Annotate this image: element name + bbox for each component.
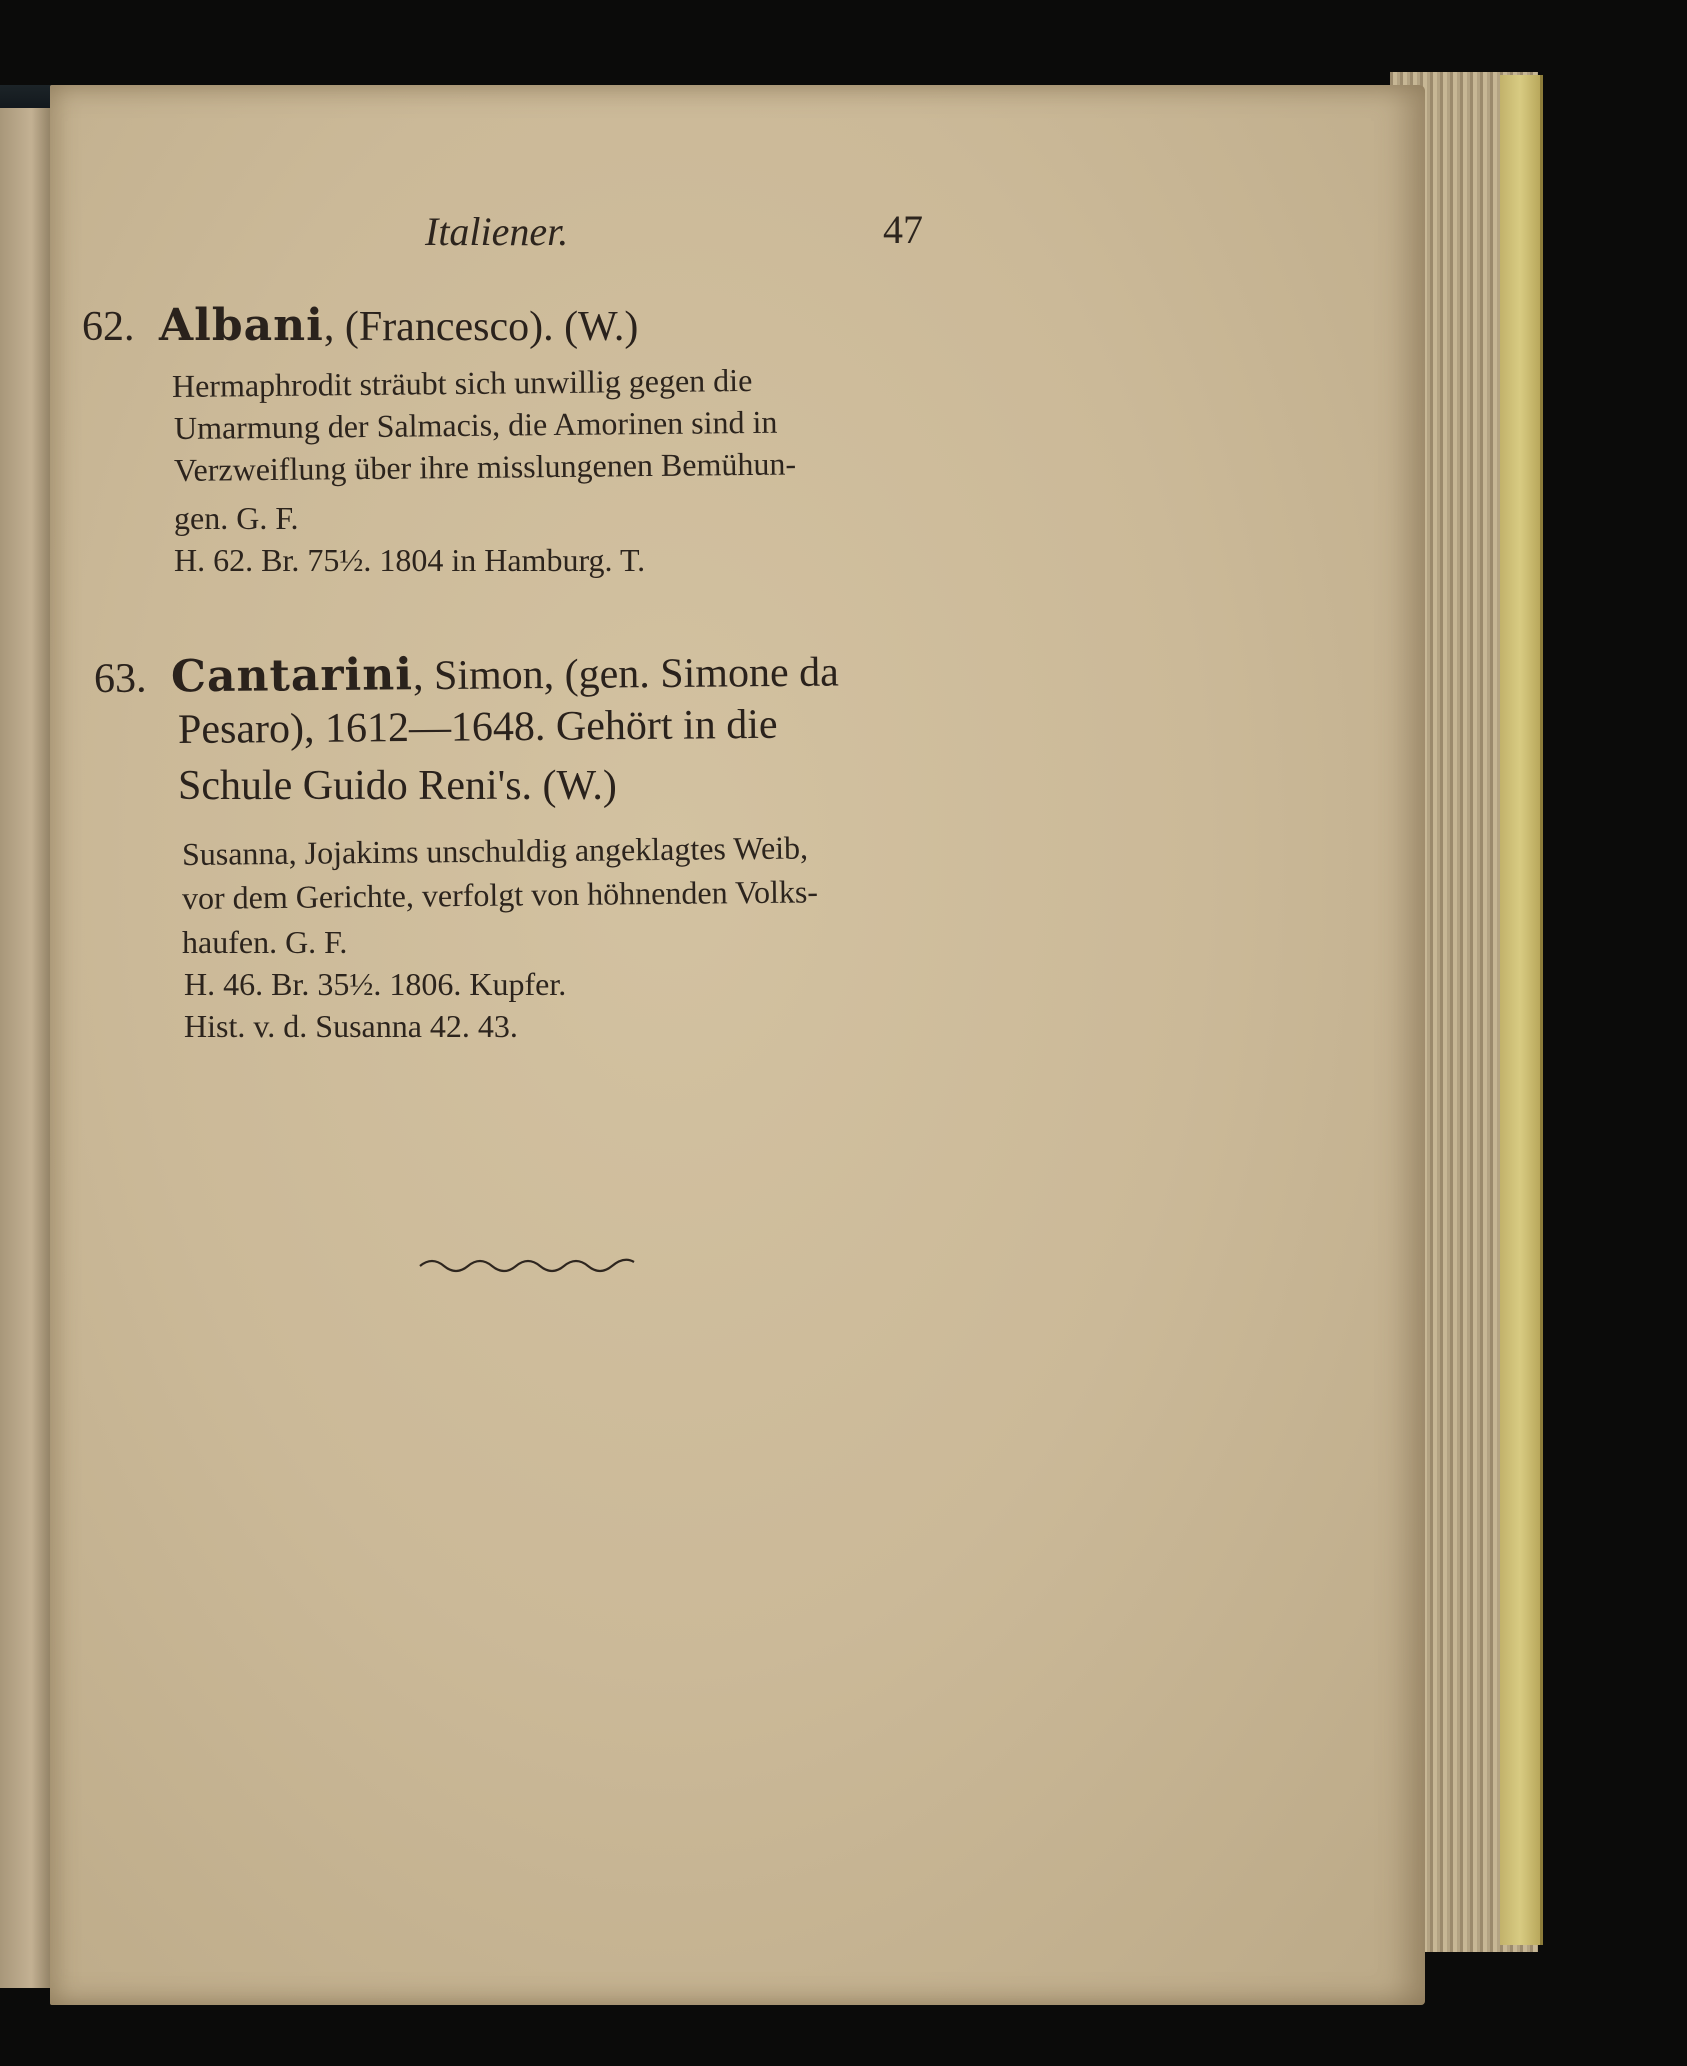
artist-name: Albani [159,300,324,351]
heading-text: , (Francesco). (W.) [323,304,639,350]
entry-62-desc-line: gen. G. F. [174,500,299,536]
entry-63-desc-line: Hist. v. d. Susanna 42. 43. [184,1008,518,1044]
entry-62-desc-line: Verzweiflung über ihre misslungenen Bemühun- [173,445,797,488]
entry-63-desc-line: haufen. G. F. [182,924,348,960]
entry-62-desc-line: Umarmung der Salmacis, die Amorinen sind in [173,403,778,446]
entry-63-desc-line: vor dem Gerichte, verfolgt von höhnenden Volks- [181,873,819,916]
left-page-edge [0,108,54,1988]
entry-62-heading [82,300,638,351]
page-number: 47 [883,207,923,252]
entry-63-heading-cont: Pesaro), 1612—1648. Gehört in die [177,701,778,753]
yellowed-page-edge [1500,75,1543,1945]
entry-63-heading [94,646,839,703]
artist-name: Cantarini [170,649,414,703]
running-title: Italiener. [425,209,569,254]
entry-63-heading-cont: Schule Guido Reni's. (W.) [178,763,617,809]
entry-62-desc-line: H. 62. Br. 75½. 1804 in Hamburg. T. [174,542,646,578]
entry-63-desc-line: H. 46. Br. 35½. 1806. Kupfer. [184,966,567,1002]
entry-62-desc-line: Hermaphrodit sträubt sich unwillig gegen die [171,361,753,404]
heading-text: , Simon, (gen. Simone da [412,649,839,700]
entry-number: 62. [82,304,135,350]
decorative-tilde-rule [418,1252,638,1282]
entry-number: 63. [93,655,147,702]
entry-63-desc-line: Susanna, Jojakims unschuldig angeklagtes Weib, [181,829,809,872]
